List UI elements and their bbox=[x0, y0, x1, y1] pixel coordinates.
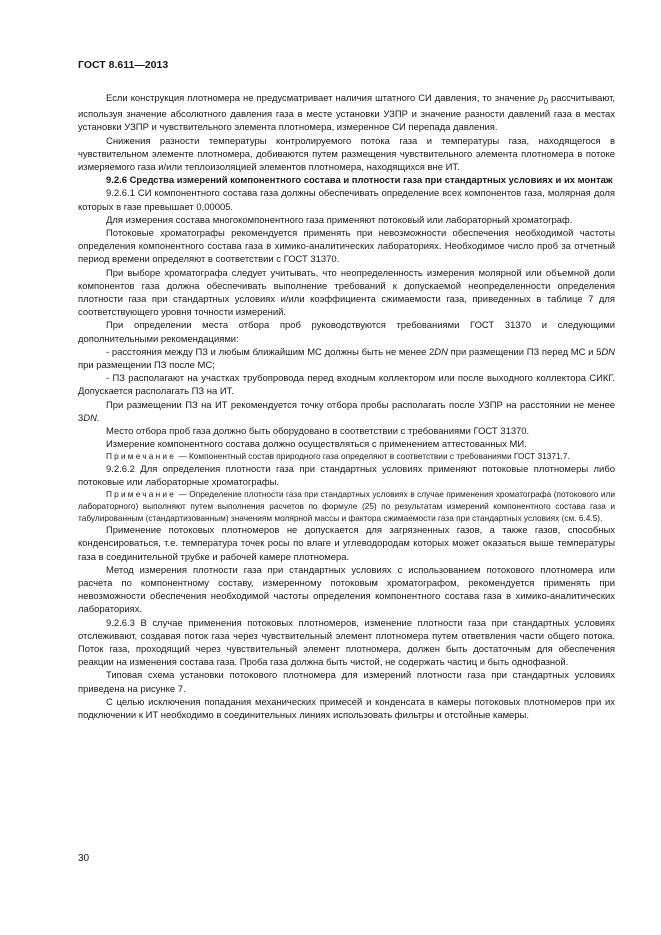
paragraph: Измерение компонентного состава должно осуществляться с применением аттестованных МИ. bbox=[106, 439, 527, 451]
paragraph: С целью исключения попадания механических примесей и конденсата в камеры потоковых плотномеров при их подключении к ИТ необходимо в соединительных линиях использовать фильтры и отстойные камеры. bbox=[78, 696, 615, 721]
paragraph: При выборе хроматографа следует учитывать, что неопределенность измерения молярной или объемной доли компонентов газа должна обеспечивать выполнение требований к допускаемой неопределенности определения плотности газа при стандартных условиях и/или коэффициента сжимаемости газа, приведенных в таблице 7 для соответствующего уровня точности измерений. bbox=[78, 267, 615, 319]
section-heading: 9.2.6 Средства измерений компонентного состава и плотности газа при стандартных условиях и их монтаж bbox=[106, 175, 613, 187]
page-header: ГОСТ 8.611—2013 bbox=[78, 59, 169, 71]
document-body bbox=[78, 92, 615, 722]
paragraph: При определении места отбора проб руководствуются требованиями ГОСТ 31370 и следующими дополнительными рекомендациями: bbox=[78, 320, 615, 345]
subscript-0: 0 bbox=[543, 96, 548, 106]
note-label: Примечание bbox=[106, 451, 177, 462]
paragraph: Для измерения состава многокомпонентного газа применяют потоковый или лабораторный хроматограф. bbox=[106, 214, 573, 226]
paragraph: Потоковые хроматографы рекомендуется применять при невозможности обеспечения необходимой частоты определения компонентного состава газа в химико-аналитических лабораториях. Необходимое число проб за отчетный период времени определяют в соответствии с ГОСТ 31370. bbox=[78, 227, 615, 266]
note-label: Примечание bbox=[106, 489, 177, 500]
paragraph: Место отбора проб газа должно быть оборудовано в соответствии с требованиями ГОСТ 31370. bbox=[106, 425, 530, 437]
list-item: - ПЗ располагают на участках трубопровода перед входным коллектором или после выходного коллектора СИКГ. Допускается располагать ПЗ на ИТ. bbox=[78, 373, 615, 398]
paragraph: 9.2.6.2 Для определения плотности газа при стандартных условиях применяют потоковые плотномеры либо потоковые или лабораторные хроматографы. bbox=[78, 463, 615, 489]
paragraph: Метод измерения плотности газа при стандартных условиях с использованием потокового плотномера или расчета по компонентному составу, измеренному потоковым хроматографом, рекомендуется применять при невозможности обеспечения необходимой частоты определения компонентного состава газа в химико-аналитических лабораториях. bbox=[78, 564, 615, 616]
paragraph: Типовая схема установки потокового плотномера для измерений плотности газа при стандартных условиях приведена на рисунке 7. bbox=[78, 670, 615, 695]
paragraph: Снижения разности температуры контролируемого потока газа и температуры газа, находящегося в чувствительном элементе плотномера, добиваются путем размещения чувствительного элемента плотномера в потоке измеряемого газа и/или теплоизоляцией элементов плотномера, находящихся вне ИТ. bbox=[78, 135, 615, 173]
paragraph: Если конструкция плотномера не предусматривает наличия штатного СИ давления, то значение $p_0$ рассчитывают, используя значение абсолютного давления газа в месте установки УЗПР и значение разности давлений газа в местах установки УЗПР и чувствительного элемента плотномера, измеренное СИ перепада давления. bbox=[78, 93, 615, 134]
paragraph: 9.2.6.3 В случае применения потоковых плотномеров, изменение плотности газа при стандартных условиях отслеживают, создавая поток газа через чувствительный элемент плотномера путем ответвления части общего потока. Поток газа, проходящий через чувствительный элемент плотномера, должен быть достаточным для обеспечения реакции на изменения состава газа. Проба газа должна быть чистой, не содержать частиц и быть однофазной. bbox=[78, 617, 615, 669]
note: Примечание — Определение плотности газа при стандартных условиях в случае применения хроматографа (потокового или лабораторного) выполняют путем выполнения расчетов по формуле (25) по результатам измерений компонентного состава газа и табулированным (стандартизованным) значениям молярной массы и фактора сжимаемости газа при стандартных условиях (см. 6.4.5). bbox=[78, 489, 615, 523]
paragraph: При размещении ПЗ на ИТ рекомендуется точку отбора пробы располагать после УЗПР на расстоянии не менее 3DN. bbox=[78, 399, 615, 424]
paragraph: 9.2.6.1 СИ компонентного состава газа должны обеспечивать определение всех компонентов газа, молярная доля которых в газе превышает 0,00005. bbox=[78, 188, 615, 213]
paragraph: Применение потоковых плотномеров не допускается для загрязненных газов, а также газов, способных конденсироваться, т.е. температура точек росы по влаге и углеводородам которых может оказаться выше температуры газа в соединительной трубке и рабочей камере плотномера. bbox=[78, 525, 615, 563]
list-item: - расстояния между ПЗ и любым ближайшим МС должны быть не менее 2DN при размещении ПЗ перед МС и 5DN при размещении ПЗ после МС; bbox=[78, 346, 615, 371]
page-number: 30 bbox=[78, 853, 90, 864]
variable-p: p bbox=[538, 93, 544, 104]
note: Примечание — Компонентный состав природного газа определяют в соответствии с требованиями ГОСТ 31371.7. bbox=[106, 451, 570, 462]
